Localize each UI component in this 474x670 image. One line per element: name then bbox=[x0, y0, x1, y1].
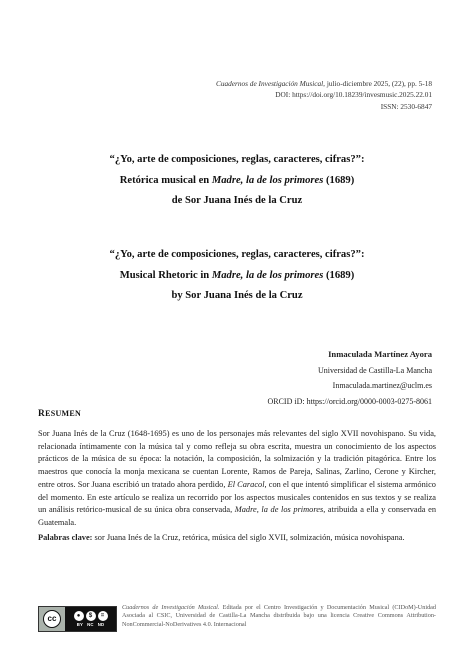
title-en-line2-post: (1689) bbox=[323, 269, 355, 281]
keywords-list: sor Juana Inés de la Cruz, retórica, música del siglo XVII, solmización, música novohispana. bbox=[92, 532, 405, 542]
license-footer bbox=[38, 604, 436, 634]
abstract-work-madre: Madre, la de los primores bbox=[234, 505, 324, 515]
author-orcid[interactable]: ORCID iD: https://orcid.org/0000-0003-0275-8061 bbox=[267, 397, 432, 407]
cc-term-labels bbox=[77, 622, 105, 627]
doi-link[interactable]: DOI: https://doi.org/10.18239/invesmusic.2025.22.01 bbox=[275, 90, 432, 100]
abstract-text bbox=[38, 428, 436, 530]
abstract-heading-rest: ESUMEN bbox=[45, 409, 82, 418]
author-block bbox=[267, 347, 432, 410]
title-en-line2 bbox=[40, 266, 434, 287]
title-es-line1: “¿Yo, arte de composiciones, reglas, caracteres, cifras?”: bbox=[109, 154, 365, 165]
author-affiliation: Universidad de Castilla-La Mancha bbox=[318, 365, 432, 375]
keywords bbox=[38, 532, 436, 545]
no-derivatives-icon: = bbox=[98, 611, 108, 621]
title-spanish bbox=[40, 150, 434, 212]
abstract-heading-cap: R bbox=[38, 409, 46, 419]
abstract-text-part2: , con el que intentó simplificar el sistema armónico del momento. En este artículo se realiza un recorrido por los aspectos musicales contenidos en sus textos y se realiza un análisis retórico-musical de su única obra conservada, bbox=[38, 479, 436, 515]
title-en-line1: “¿Yo, arte de composiciones, reglas, caracteres, cifras?”: bbox=[109, 249, 365, 260]
cc-icon: cc bbox=[43, 610, 61, 628]
journal-header bbox=[216, 78, 432, 112]
title-es-work: Madre, la de los primores bbox=[211, 174, 324, 186]
license-text bbox=[122, 604, 436, 629]
cc-term-icons bbox=[74, 611, 108, 621]
cc-terms-panel bbox=[65, 607, 116, 631]
cc-logo-panel bbox=[39, 607, 65, 631]
issn: ISSN: 2530-6847 bbox=[380, 101, 432, 111]
title-en-work: Madre, la de los primores bbox=[211, 269, 324, 281]
abstract-heading bbox=[38, 409, 81, 419]
journal-issue: , julio-diciembre 2025, (22), pp. 5-18 bbox=[323, 79, 432, 88]
cc-license-badge[interactable] bbox=[38, 606, 117, 632]
title-es-line2 bbox=[40, 171, 434, 192]
cc-by-label: BY bbox=[76, 622, 84, 627]
abstract bbox=[38, 428, 436, 544]
title-english bbox=[40, 245, 434, 307]
journal-name: Cuadernos de Investigación Musical bbox=[215, 79, 324, 88]
author-name: Inmaculada Martínez Ayora bbox=[328, 349, 432, 359]
keywords-label: Palabras clave: bbox=[38, 532, 93, 542]
no-commercial-icon: $ bbox=[86, 611, 96, 621]
author-email[interactable]: Inmaculada.martinez@uclm.es bbox=[332, 381, 432, 391]
title-en-line2-pre: Musical Rhetoric in bbox=[119, 269, 212, 281]
person-icon: ● bbox=[74, 611, 84, 621]
cc-nd-label: ND bbox=[97, 622, 105, 627]
abstract-text-part1: Sor Juana Inés de la Cruz (1648-1695) es uno de los personajes más relevantes del siglo XVII novohispano. Su vida, relacionada íntimamente con la música tal y como refleja su obra escrita, muestra un conocimiento de los aspectos prácticos de la música de su época: la notación, la composición, la solmización y la tradición pitagórica. Entre los maestros que conocía la monja mexicana se cuentan Lorente, Ramos de Pareja, Salinas, Zarlino, Cerone y Kircher, entre otros. Sor Juana escribió un tratado ahora perdido, bbox=[38, 429, 436, 489]
abstract-work-caracol: El Caracol bbox=[227, 479, 265, 489]
title-es-line2-pre: Retórica musical en bbox=[119, 174, 212, 186]
title-es-line3: de Sor Juana Inés de la Cruz bbox=[171, 195, 303, 206]
abstract-text-part3: , atribuida a ella y conservada en Guatemala. bbox=[38, 505, 436, 527]
journal-citation bbox=[216, 78, 432, 89]
title-es-line2-post: (1689) bbox=[323, 174, 355, 186]
title-en-line3: by Sor Juana Inés de la Cruz bbox=[171, 290, 303, 301]
license-journal-name: Cuadernos de Investigación Musical bbox=[122, 604, 218, 611]
cc-nc-label: NC bbox=[87, 622, 94, 627]
license-body: . Editada por el Centro Investigación y Documentación Musical (CIDoM)-Unidad Asociada al CSIC, Universidad de Castilla-La Mancha distribuida bajo una licencia Creative Commons Attribution-NonCommercial-NoDerivatives 4.0. Internacional bbox=[122, 604, 436, 628]
